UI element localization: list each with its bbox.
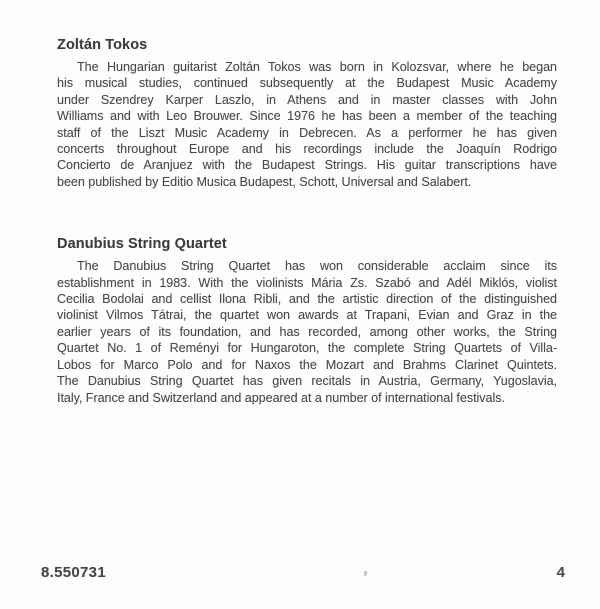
paragraph-line: Concierto de Aranjuez with the Budapest Strings. His guitar transcriptions have	[57, 158, 557, 173]
paragraph-line: staff of the Liszt Music Academy in Debrecen. As a performer he has given	[57, 125, 557, 140]
section-title-zoltan-tokos: Zoltán Tokos	[57, 37, 148, 53]
paragraph-line: The Danubius String Quartet has won considerable acclaim since its	[77, 259, 557, 274]
section-title-danubius-string-quartet: Danubius String Quartet	[57, 236, 227, 253]
paragraph-line: Williams and with Leo Brouwer. Since 1976 he has been a member of the teaching	[57, 109, 557, 124]
catalog-number: 8.550731	[41, 564, 106, 581]
paragraph-line: The Danubius String Quartet has given recitals in Austria, Germany, Yugoslavia,	[57, 374, 557, 389]
biography-paragraph-danubius-string-quartet	[57, 258, 557, 406]
page-content	[57, 37, 557, 406]
paragraph-line: Italy, France and Switzerland and appeared at a number of international festivals.	[57, 390, 505, 405]
page-number: 4	[556, 564, 565, 581]
paragraph-line: under Szendrey Karper Laszlo, in Athens and in master classes with John	[57, 92, 557, 107]
paragraph-line: Quartet No. 1 of Reményi for Hungaroton, the complete String Quartets of Villa-	[57, 341, 557, 356]
paragraph-line: Cecilia Bodolai and cellist Ilona Ribli, and the artistic direction of the distinguished	[57, 292, 557, 307]
paragraph-line: concerts throughout Europe and his recordings include the Joaquín Rodrigo	[57, 142, 557, 157]
page-footer	[0, 564, 600, 581]
paragraph-line: establishment in 1983. With the violinists Mária Zs. Szabó and Adél Miklós, violist	[57, 275, 557, 290]
paragraph-line: earlier years of its foundation, and has recorded, among other works, the String	[57, 324, 557, 339]
paragraph-line: The Hungarian guitarist Zoltán Tokos was born in Kolozsvar, where he began	[77, 60, 557, 74]
paragraph-line: his musical studies, continued subsequently at the Budapest Music Academy	[57, 76, 557, 91]
paragraph-line: been published by Editio Musica Budapest, Schott, Universal and Salabert.	[57, 174, 472, 189]
paragraph-line: Lobos for Marco Polo and for Naxos the Mozart and Brahms Clarinet Quintets.	[57, 357, 557, 372]
paragraph-line: violinist Vilmos Tátrai, the quartet won awards at Trapani, Evian and Graz in the	[57, 308, 557, 323]
biography-paragraph-zoltan-tokos	[57, 59, 557, 190]
